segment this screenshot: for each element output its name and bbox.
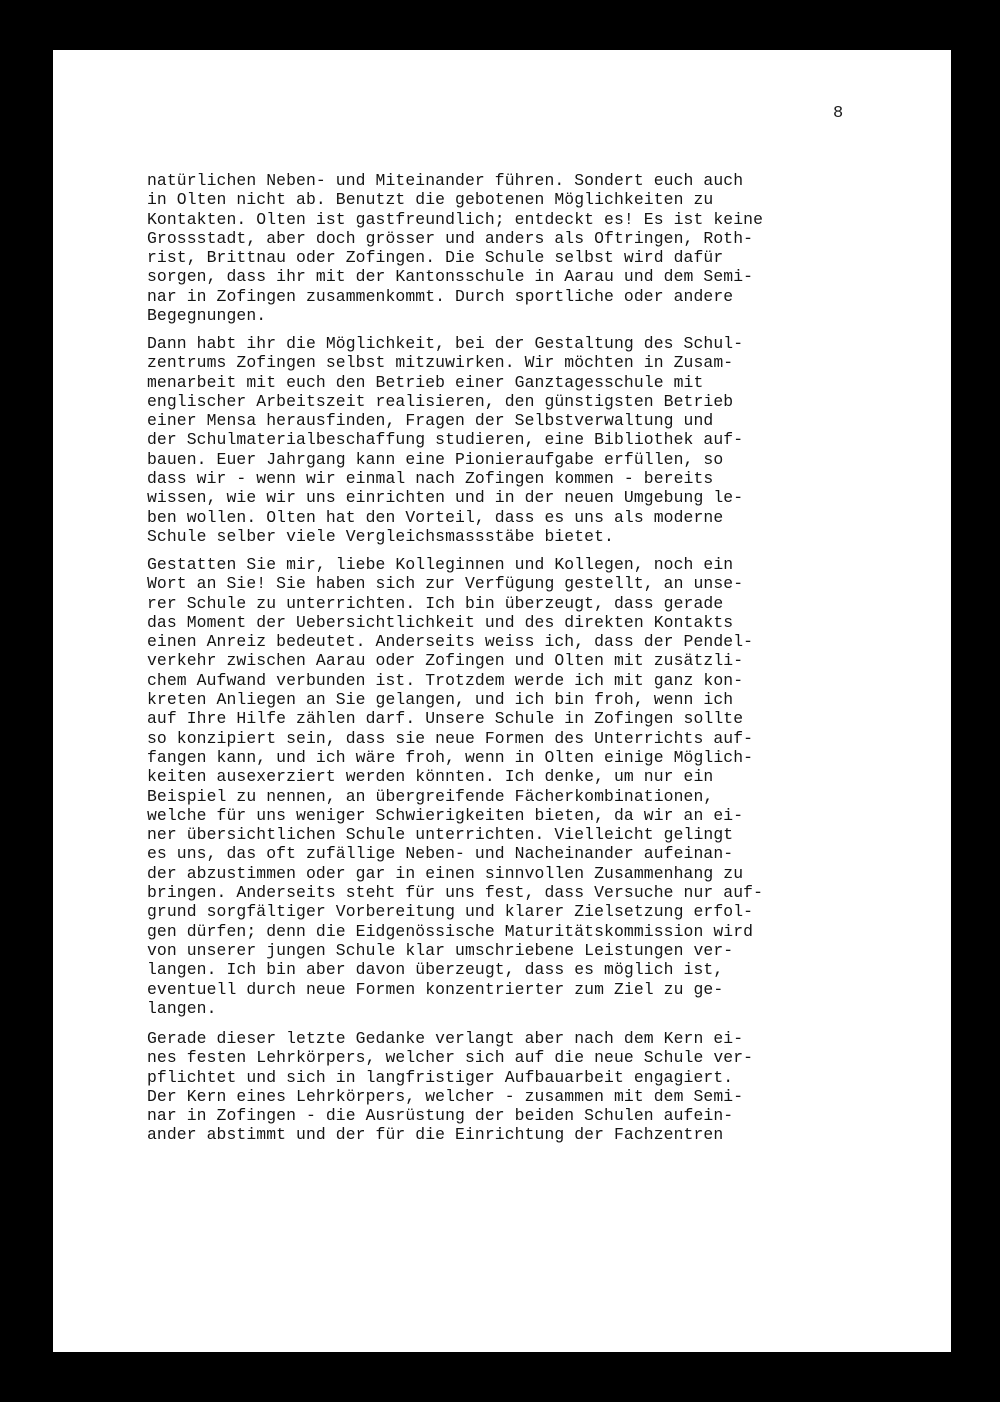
text-line: kreten Anliegen an Sie gelangen, und ich bin froh, wenn ich (147, 690, 734, 710)
text-line: langen. Ich bin aber davon überzeugt, dass es möglich ist, (147, 960, 724, 980)
text-line: Kontakten. Olten ist gastfreundlich; entdeckt es! Es ist keine (147, 209, 764, 229)
text-line: verkehr zwischen Aarau oder Zofingen und Olten mit zusätzli- (147, 651, 744, 671)
text-line: nar in Zofingen zusammenkommt. Durch sportliche oder andere (147, 286, 734, 306)
text-line: bauen. Euer Jahrgang kann eine Pionieraufgabe erfüllen, so (147, 449, 724, 469)
text-line: sorgen, dass ihr mit der Kantonsschule in Aarau und dem Semi- (147, 267, 754, 287)
paragraph (147, 555, 763, 1018)
text-line: dass wir - wenn wir einmal nach Zofingen kommen - bereits (147, 469, 714, 489)
text-line: einen Anreiz bedeutet. Anderseits weiss ich, dass der Pendel- (147, 632, 754, 652)
text-line: fangen kann, und ich wäre froh, wenn in Olten einige Möglich- (147, 747, 754, 767)
page-number: 8 (833, 104, 844, 123)
text-line: es uns, das oft zufällige Neben- und Nacheinander aufeinan- (147, 844, 734, 864)
text-line: nar in Zofingen - die Ausrüstung der beiden Schulen aufein- (147, 1106, 734, 1126)
paragraph (147, 171, 763, 325)
text-line: das Moment der Uebersichtlichkeit und des direkten Kontakts (147, 612, 734, 632)
text-line: chem Aufwand verbunden ist. Trotzdem werde ich mit ganz kon- (147, 670, 744, 690)
text-line: Begegnungen. (147, 306, 267, 326)
paragraph (147, 334, 743, 546)
text-line: Dann habt ihr die Möglichkeit, bei der Gestaltung des Schul- (147, 334, 744, 353)
text-line: rer Schule zu unterrichten. Ich bin überzeugt, dass gerade (147, 593, 724, 613)
text-line: Schule selber viele Vergleichsmassstäbe bietet. (147, 526, 614, 546)
text-line: der Schulmaterialbeschaffung studieren, eine Bibliothek auf- (147, 430, 744, 450)
text-line: keiten ausexerziert werden könnten. Ich denke, um nur ein (147, 767, 714, 787)
text-line: nes festen Lehrkörpers, welcher sich auf die neue Schule ver- (147, 1048, 754, 1068)
text-line: langen. (147, 998, 217, 1018)
text-line: menarbeit mit euch den Betrieb einer Ganztagesschule mit (147, 372, 704, 392)
text-line: ner übersichtlichen Schule unterrichten. Vielleicht gelingt (147, 825, 734, 845)
text-line: ben wollen. Olten hat den Vorteil, dass es uns als moderne (147, 507, 724, 527)
text-line: ander abstimmt und der für die Einrichtung der Fachzentren (147, 1125, 724, 1145)
text-line: rist, Brittnau oder Zofingen. Die Schule selbst wird dafür (147, 248, 724, 268)
text-line: so konzipiert sein, dass sie neue Formen des Unterrichts auf- (147, 728, 754, 748)
text-line: gen dürfen; denn die Eidgenössische Maturitätskommission wird (147, 921, 754, 941)
text-line: wissen, wie wir uns einrichten und in der neuen Umgebung le- (147, 488, 744, 508)
text-line: auf Ihre Hilfe zählen darf. Unsere Schule in Zofingen sollte (147, 709, 744, 729)
text-line: der abzustimmen oder gar in einen sinnvollen Zusammenhang zu (147, 863, 744, 883)
text-line: bringen. Anderseits steht für uns fest, dass Versuche nur auf- (147, 883, 764, 903)
text-line: von unserer jungen Schule klar umschriebene Leistungen ver- (147, 940, 734, 960)
text-line: Wort an Sie! Sie haben sich zur Verfügung gestellt, an unse- (147, 574, 744, 594)
text-line: eventuell durch neue Formen konzentrierter zum Ziel zu ge- (147, 979, 724, 999)
text-line: Der Kern eines Lehrkörpers, welcher - zusammen mit dem Semi- (147, 1086, 744, 1106)
text-line: Beispiel zu nennen, an übergreifende Fächerkombinationen, (147, 786, 714, 806)
text-line: in Olten nicht ab. Benutzt die gebotenen Möglichkeiten zu (147, 190, 714, 210)
text-line: Gerade dieser letzte Gedanke verlangt aber nach dem Kern ei- (147, 1029, 744, 1048)
text-line: Gestatten Sie mir, liebe Kolleginnen und Kollegen, noch ein (147, 555, 734, 574)
text-line: pflichtet und sich in langfristiger Aufbauarbeit engagiert. (147, 1067, 734, 1087)
text-line: zentrums Zofingen selbst mitzuwirken. Wir möchten in Zusam- (147, 353, 734, 373)
text-line: grund sorgfältiger Vorbereitung und klarer Zielsetzung erfol- (147, 902, 754, 922)
text-line: einer Mensa herausfinden, Fragen der Selbstverwaltung und (147, 411, 714, 431)
text-line: Grossstadt, aber doch grösser und anders als Oftringen, Roth- (147, 228, 754, 248)
text-line: englischer Arbeitszeit realisieren, den günstigsten Betrieb (147, 391, 734, 411)
text-line: natürlichen Neben- und Miteinander führen. Sondert euch auch (147, 171, 744, 190)
text-line: welche für uns weniger Schwierigkeiten bieten, da wir an ei- (147, 805, 744, 825)
paragraph (147, 1029, 753, 1145)
